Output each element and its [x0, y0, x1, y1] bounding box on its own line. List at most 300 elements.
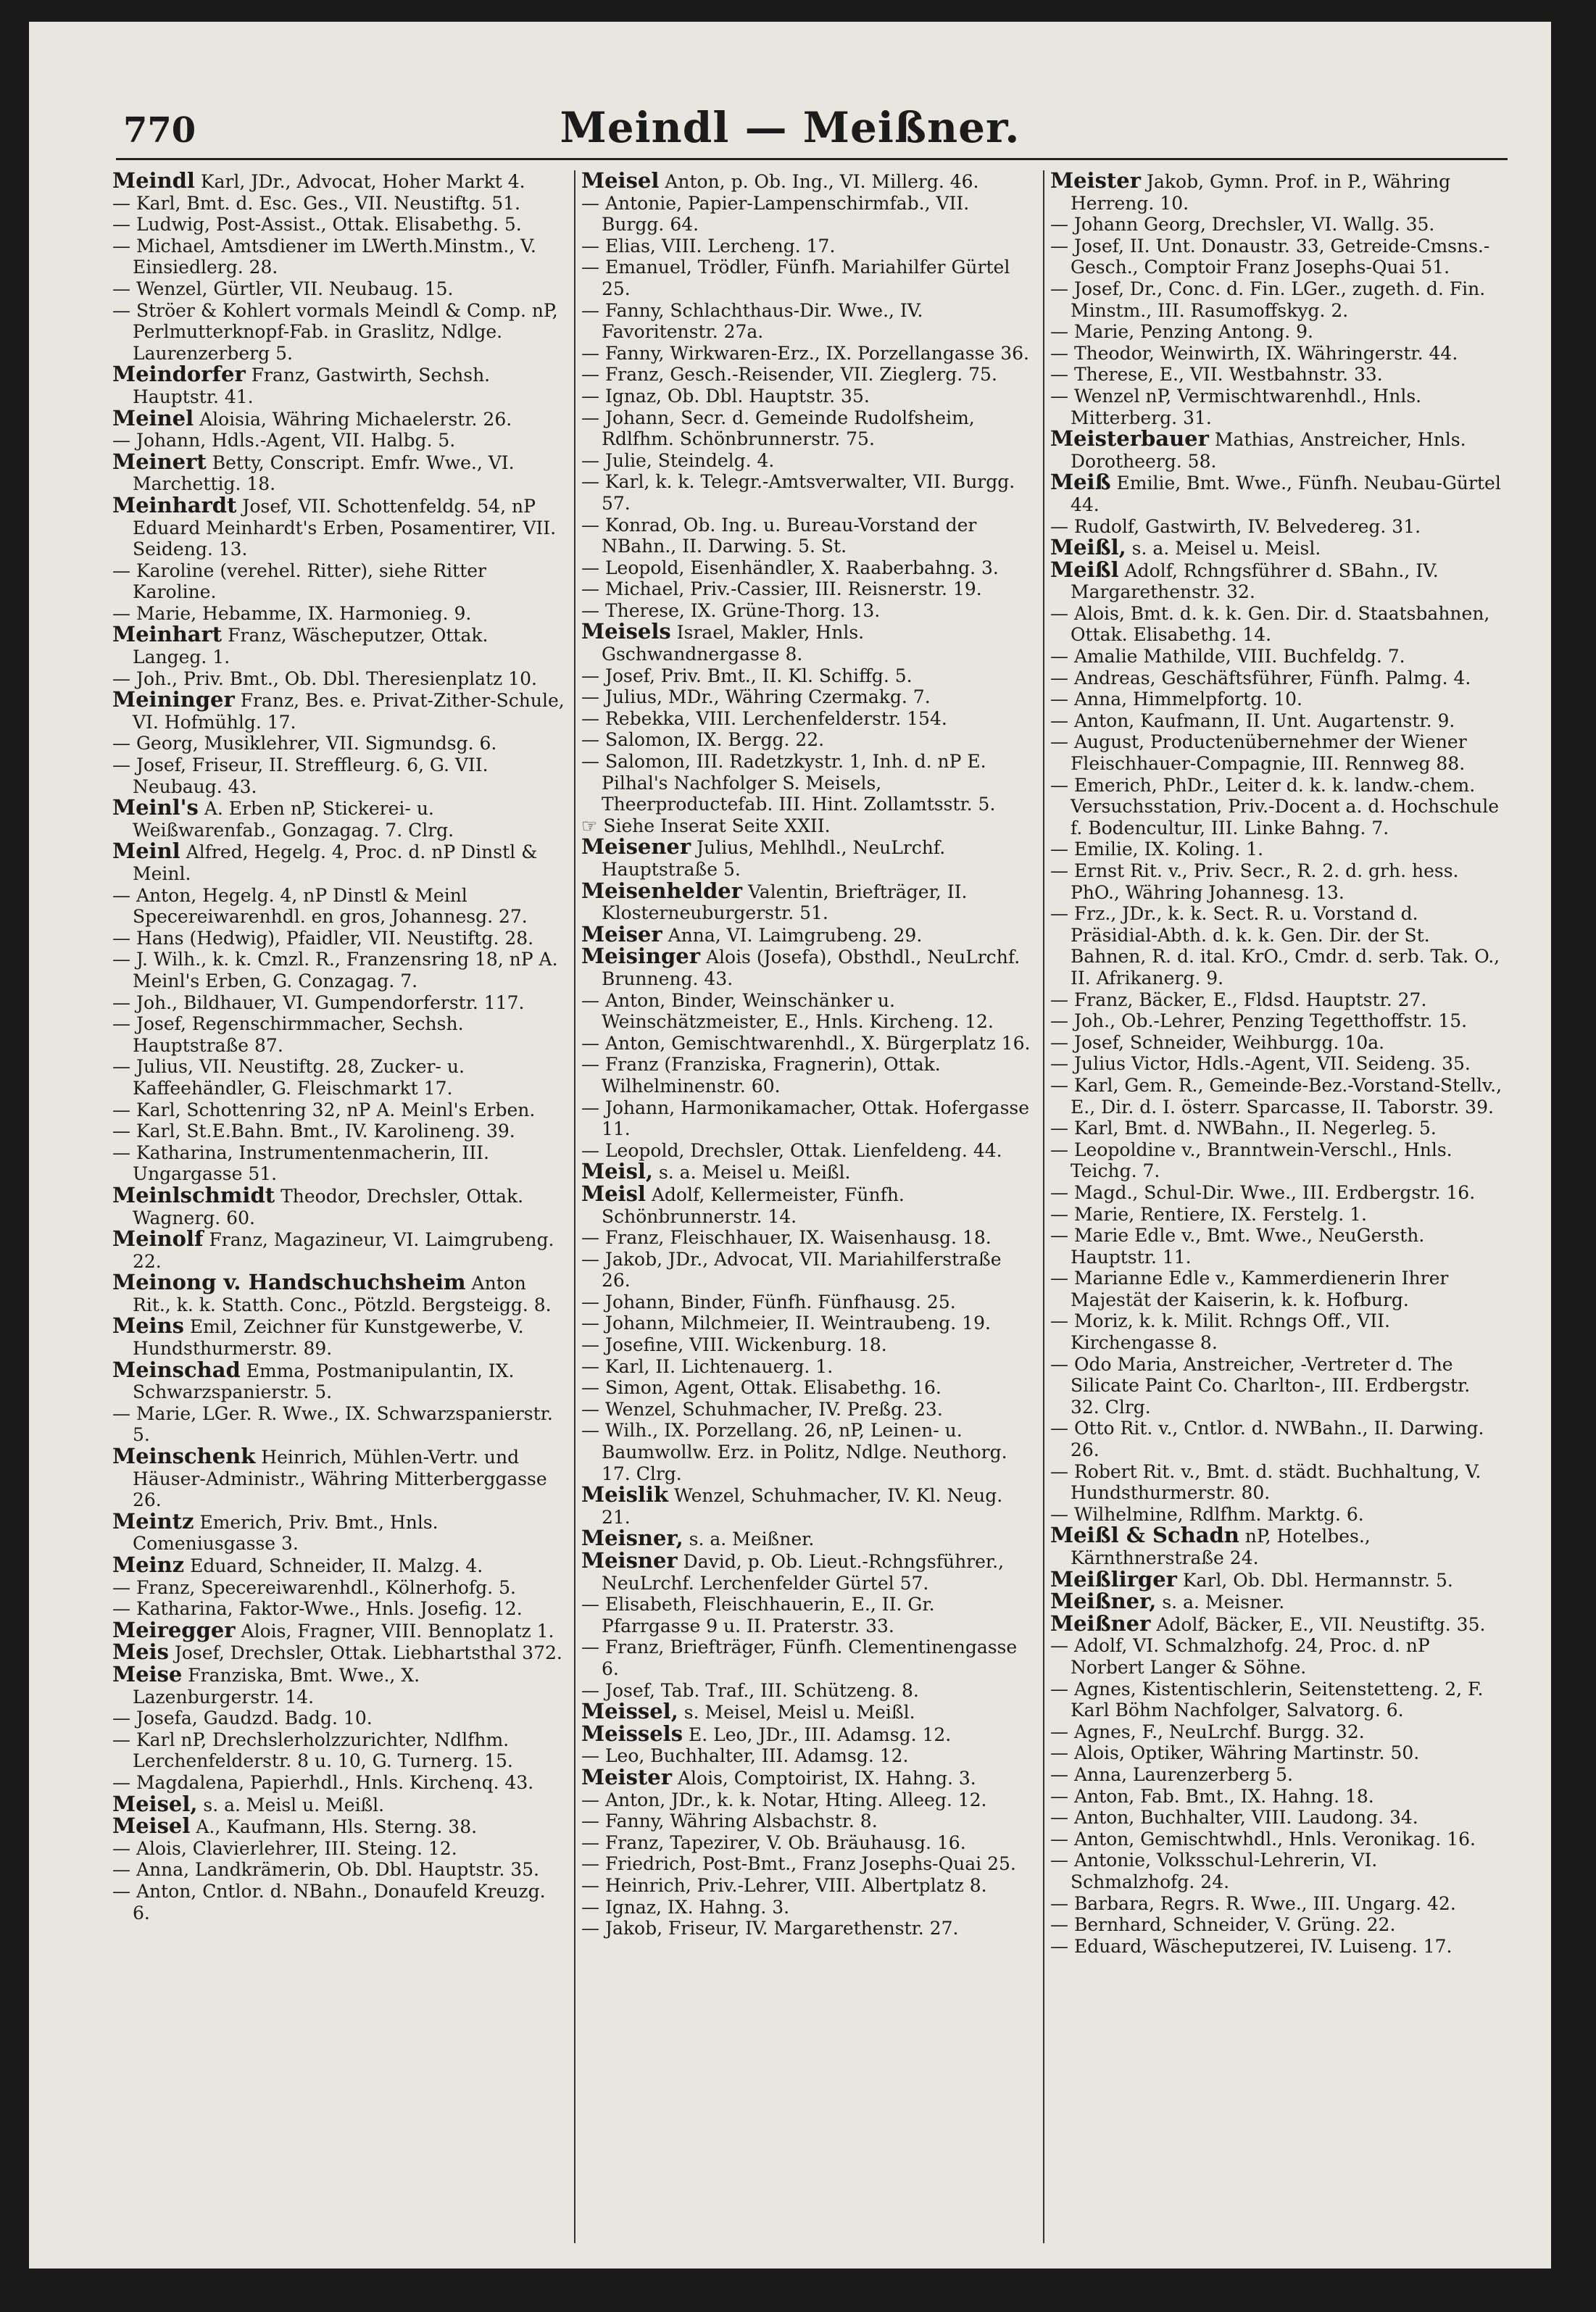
directory-entry: [1050, 1829, 1503, 1850]
directory-entry: [581, 471, 1034, 514]
entry-surname: Meindl: [112, 170, 195, 193]
entry-surname: Meisener: [581, 834, 691, 860]
entry-surname: Meisterbauer: [1050, 426, 1209, 452]
directory-entry: [581, 1292, 1034, 1313]
entry-text: — Anna, Laurenzerberg 5.: [1050, 1763, 1293, 1785]
entry-surname: Meinz: [112, 1552, 185, 1577]
entry-text: — Joh., Priv. Bmt., Ob. Dbl. Theresienplatz 10.: [112, 668, 537, 689]
entry-text: Franz, Wäscheputzer, Ottak. Langeg. 1.: [133, 625, 489, 668]
entry-surname: Meißner: [1050, 1610, 1151, 1636]
entry-text: — Anton, Fab. Bmt., IX. Hahng. 18.: [1050, 1785, 1374, 1807]
entry-surname: Meisinger: [581, 944, 701, 969]
entry-surname: Meindorfer: [112, 362, 246, 387]
directory-entry: [112, 1661, 565, 1708]
entry-text: — Karl, Schottenring 32, nP A. Meinl's Erben.: [112, 1099, 536, 1120]
entry-text: — Katharina, Faktor-Wwe., Hnls. Josefig. 12.: [112, 1598, 523, 1620]
directory-entry: [581, 621, 1034, 665]
directory-entry: [112, 214, 565, 236]
entry-text: — Anton, Gemischtwhdl., Hnls. Veronikag. 16.: [1050, 1828, 1476, 1850]
entry-text: — Karl nP, Drechslerholzzurichter, Ndlfhm. Lerchenfelderstr. 8 u. 10, G. Turnerg. 15.: [112, 1729, 513, 1772]
entry-surname: Meislik: [581, 1482, 669, 1508]
directory-entry: [1050, 364, 1503, 386]
entry-surname: Meißner,: [1050, 1589, 1157, 1614]
entry-text: ☞ Siehe Inserat Seite XXII.: [581, 815, 831, 836]
entry-text: — Johann, Binder, Fünfh. Fünfhausg. 25.: [581, 1291, 956, 1313]
entry-text: — Robert Rit. v., Bmt. d. städt. Buchhaltung, V. Hundsthurmerstr. 80.: [1050, 1460, 1481, 1504]
directory-entry: [581, 1550, 1034, 1594]
directory-entry: [581, 1875, 1034, 1897]
entry-text: s. Meisel, Meisl u. Meißl.: [678, 1702, 915, 1723]
column-divider: [1043, 170, 1044, 2243]
directory-entry: [581, 578, 1034, 600]
entry-surname: Meisel: [112, 1813, 191, 1839]
entry-text: — Konrad, Ob. Ing. u. Bureau-Vorstand der NBahn., II. Darwing. 5. St.: [581, 514, 977, 557]
directory-entry: [1050, 839, 1503, 860]
directory-entry: [112, 1772, 565, 1794]
directory-entry: [1050, 1225, 1503, 1268]
directory-entry: [581, 1637, 1034, 1679]
entry-text: Mathias, Anstreicher, Hnls. Dorotheerg. 58.: [1071, 429, 1466, 472]
directory-entry: [581, 450, 1034, 472]
entry-text: Franz, Bes. e. Privat-Zither-Schule, VI. Hofmühlg. 17.: [133, 690, 565, 733]
entry-text: — Simon, Agent, Ottak. Elisabethg. 16.: [581, 1377, 942, 1399]
entry-text: Josef, VII. Schottenfeldg. 54, nP Eduard Meinhardt's Erben, Posamentirer, VII. Seideng. 13.: [133, 495, 557, 560]
directory-entry: [1050, 689, 1503, 710]
entry-text: — Salomon, IX. Bergg. 22.: [581, 729, 825, 751]
entry-text: Emilie, Bmt. Wwe., Fünfh. Neubau-Gürtel 44.: [1071, 473, 1501, 515]
entry-text: — Karoline (verehel. Ritter), siehe Ritter Karoline.: [112, 560, 486, 603]
entry-text: — Therese, IX. Grüne-Thorg. 13.: [581, 599, 881, 621]
directory-entry: [112, 430, 565, 452]
entry-text: — Marie, LGer. R. Wwe., IX. Schwarzspanierstr. 5.: [112, 1402, 553, 1446]
entry-text: — Josef, Schneider, Weihburgg. 10a.: [1050, 1031, 1385, 1053]
directory-entry: [581, 386, 1034, 407]
directory-entry: [581, 1918, 1034, 1939]
entry-surname: Meister: [581, 1764, 673, 1789]
directory-entry: [581, 665, 1034, 687]
directory-entry: [1050, 1504, 1503, 1526]
entry-text: — Johann, Milchmeier, II. Weintraubeng. 19.: [581, 1313, 991, 1334]
directory-entry: [1050, 731, 1503, 774]
entry-text: — Antonie, Papier-Lampenschirmfab., VII. Burgg. 64.: [581, 192, 970, 236]
directory-entry: [112, 841, 565, 884]
directory-entry: [581, 300, 1034, 343]
entry-text: — Heinrich, Priv.-Lehrer, VIII. Albertplatz 8.: [581, 1874, 987, 1896]
entry-surname: Meinlschmidt: [112, 1182, 275, 1207]
directory-entry: [1050, 710, 1503, 732]
directory-entry: [581, 1528, 1034, 1550]
entry-text: — Julius, MDr., Währing Czermakg. 7.: [581, 686, 931, 708]
directory-entry: [112, 1182, 565, 1228]
entry-text: — Karl, St.E.Bahn. Bmt., IV. Karolineng. 39.: [112, 1120, 515, 1142]
entry-text: Karl, JDr., Advocat, Hoher Markt 4.: [194, 171, 525, 192]
directory-entry: [581, 193, 1034, 236]
entry-text: — Anna, Himmelpfortg. 10.: [1050, 689, 1302, 710]
entry-surname: Meinl: [112, 839, 180, 864]
directory-entry: [112, 949, 565, 991]
column-divider: [574, 170, 575, 2243]
entry-text: — Ernst Rit. v., Priv. Secr., R. 2. d. grh. hess. PhO., Währing Johannesg. 13.: [1050, 860, 1459, 903]
directory-entry: [112, 1708, 565, 1729]
entry-surname: Meisel,: [112, 1791, 198, 1816]
entry-text: — Eduard, Wäscheputzerei, IV. Luiseng. 17.: [1050, 1935, 1452, 1957]
entry-text: — Friedrich, Post-Bmt., Franz Josephs-Quai 25.: [581, 1853, 1016, 1875]
entry-surname: Meinhardt: [112, 492, 237, 517]
directory-entry: [1050, 1418, 1503, 1460]
entry-text: — Josefa, Gaudzd. Badg. 10.: [112, 1708, 373, 1729]
directory-entry: [581, 1832, 1034, 1854]
directory-entry: [1050, 1461, 1503, 1504]
entry-surname: Meinert: [112, 449, 207, 474]
entry-text: — Otto Rit. v., Cntlor. d. NWBahn., II. Darwing. 26.: [1050, 1418, 1484, 1461]
entry-text: — Ludwig, Post-Assist., Ottak. Elisabethg. 5.: [112, 214, 522, 236]
directory-entry: [581, 1097, 1034, 1140]
entry-surname: Meinolf: [112, 1226, 204, 1252]
entry-text: — Michael, Priv.-Cassier, III. Reisnerstr. 19.: [581, 578, 982, 600]
entry-text: — J. Wilh., k. k. Cmzl. R., Franzensring 18, nP A. Meinl's Erben, G. Conzagag. 7.: [112, 949, 558, 991]
directory-entry: [112, 1272, 565, 1315]
entry-text: — Jakob, JDr., Advocat, VII. Mariahilferstraße 26.: [581, 1248, 1002, 1292]
entry-surname: Meins: [112, 1313, 184, 1339]
entry-text: — Odo Maria, Anstreicher, -Vertreter d. The Silicate Paint Co. Charlton-, III. Erdbergstr. 32. Clrg.: [1050, 1353, 1471, 1418]
directory-entry: [1050, 343, 1503, 365]
entry-text: A. Erben nP, Stickerei- u. Weißwarenfab., Gonzagag. 7. Clrg.: [133, 798, 454, 841]
entry-text: — Marianne Edle v., Kammerdienerin Ihrer Majestät der Kaiserin, k. k. Hofburg.: [1050, 1268, 1449, 1310]
directory-entry: [112, 754, 565, 797]
entry-text: — Magdalena, Papierhdl., Hnls. Kirchenq. 43.: [112, 1771, 534, 1793]
page-number: 770: [123, 110, 196, 151]
entry-text: — Elisabeth, Fleischhauerin, E., II. Gr. Pfarrgasse 9 u. II. Praterstr. 33.: [581, 1594, 935, 1637]
directory-entry: [581, 815, 1034, 837]
entry-text: Franziska, Bmt. Wwe., X. Lazenburgerstr. 14.: [133, 1664, 420, 1708]
entry-text: — Franz, Gesch.-Reisender, VII. Zieglerg. 75.: [581, 364, 997, 386]
directory-entry: [112, 928, 565, 949]
entry-text: — Johann, Harmonikamacher, Ottak. Hofergasse 11.: [581, 1097, 1030, 1140]
entry-text: s. a. Meißner.: [683, 1529, 815, 1550]
directory-entry: [1050, 1310, 1503, 1353]
directory-entry: [581, 1594, 1034, 1637]
entry-text: Alois, Fragner, VIII. Bennoplatz 1.: [235, 1620, 554, 1642]
entry-surname: Meiregger: [112, 1617, 236, 1642]
directory-entry: [1050, 321, 1503, 343]
entry-text: Franz, Magazineur, VI. Laimgrubeng. 22.: [133, 1229, 554, 1272]
directory-entry: [581, 1764, 1034, 1789]
entry-surname: Meiser: [581, 921, 662, 947]
entry-text: — Katharina, Instrumentenmacherin, III. Ungargasse 51.: [112, 1142, 489, 1185]
entry-text: — Emilie, IX. Koling. 1.: [1050, 839, 1264, 860]
directory-entry: [1050, 1075, 1503, 1118]
entry-surname: Meis: [112, 1639, 169, 1665]
directory-entry: [581, 1356, 1034, 1378]
directory-entry: [581, 921, 1034, 947]
directory-entry: [581, 751, 1034, 815]
page-header: [29, 94, 1551, 159]
entry-text: s. a. Meisel u. Meißl.: [653, 1162, 851, 1184]
entry-text: — Julius Victor, Hdls.-Agent, VII. Seideng. 35.: [1050, 1053, 1471, 1075]
directory-entry: [1050, 1786, 1503, 1808]
directory-entry: [581, 515, 1034, 557]
directory-entry: [1050, 278, 1503, 321]
directory-entry: [581, 1334, 1034, 1356]
entry-text: Emil, Zeichner für Kunstgewerbe, V. Hundsthurmerstr. 89.: [133, 1316, 524, 1360]
entry-text: Alois (Josefa), Obsthdl., NeuLrchf. Brunneng. 43.: [602, 947, 1021, 989]
entry-text: — Agnes, Kistentischlerin, Seitenstetteng. 2, F. Karl Böhm Nachfolger, Salvatorg. 6.: [1050, 1678, 1484, 1721]
entry-text: — Moriz, k. k. Milit. Rchngs Off., VII. Kirchengasse 8.: [1050, 1310, 1390, 1354]
entry-surname: Meinl's: [112, 795, 199, 820]
entry-text: — Julius, VII. Neustiftg. 28, Zucker- u. Kaffeehändler, G. Fleischmarkt 17.: [112, 1056, 465, 1099]
entry-text: — Rebekka, VIII. Lerchenfelderstr. 154.: [581, 707, 947, 729]
directory-entry: [112, 1577, 565, 1599]
entry-text: — Franz, Bäcker, E., Fldsd. Hauptstr. 27.: [1050, 989, 1427, 1010]
entry-text: — Georg, Musiklehrer, VII. Sigmundsg. 6.: [112, 733, 497, 754]
directory-entry: [581, 1313, 1034, 1334]
entry-text: — Ignaz, Ob. Dbl. Hauptstr. 35.: [581, 385, 870, 407]
entry-text: Adolf, Kellermeister, Fünfh. Schönbrunnerstr. 14.: [602, 1184, 905, 1227]
entry-text: — Alois, Optiker, Währing Martinstr. 50.: [1050, 1742, 1420, 1764]
entry-surname: Meissels: [581, 1721, 683, 1746]
directory-entry: [112, 1729, 565, 1772]
entry-text: — Leopold, Drechsler, Ottak. Lienfeldeng. 44.: [581, 1139, 1002, 1161]
directory-entry: [581, 1680, 1034, 1702]
entry-text: — Franz, Briefträger, Fünfh. Clementinengasse 6.: [581, 1637, 1018, 1679]
directory-entry: [1050, 386, 1503, 428]
directory-entry: [112, 1508, 565, 1555]
directory-entry: [581, 1033, 1034, 1055]
directory-entry: [581, 708, 1034, 730]
entry-text: — Alois, Clavierlehrer, III. Steing. 12.: [112, 1837, 457, 1859]
entry-text: — Franz, Tapezirer, V. Ob. Bräuhausg. 16.: [581, 1831, 966, 1853]
entry-text: — Frz., JDr., k. k. Sect. R. u. Vorstand d. Präsidial-Abth. d. k. k. Gen. Dir. der St. Bahnen, R. d. ital. KrO., Cmdr. d. serb. Tak. O., II. Afrikanerg. 9.: [1050, 903, 1500, 989]
entry-surname: Meintz: [112, 1508, 194, 1534]
directory-entry: [1050, 516, 1503, 538]
entry-text: Anna, VI. Laimgrubeng. 29.: [662, 924, 923, 946]
directory-entry: [112, 1120, 565, 1142]
directory-entry: [581, 729, 1034, 751]
entry-surname: Meister: [1050, 170, 1142, 193]
entry-text: Anton Rit., k. k. Statth. Conc., Pötzld. Bergsteigg. 8.: [133, 1273, 552, 1315]
entry-surname: Meiß: [1050, 470, 1111, 495]
directory-entry: [112, 1617, 565, 1642]
directory-entry: [581, 364, 1034, 386]
directory-entry: [1050, 775, 1503, 839]
directory-page: [29, 22, 1551, 2269]
directory-entry: [112, 733, 565, 754]
directory-entry: [581, 990, 1034, 1033]
entry-text: — Franz, Fleischhauer, IX. Waisenhausg. 18.: [581, 1227, 992, 1249]
entry-text: — Wilh., IX. Porzellang. 26, nP, Leinen- u. Baumwollw. Erz. in Politz, Ndlge. Neuthorg. 17. Clrg.: [581, 1420, 1007, 1484]
entry-text: — Fanny, Wirkwaren-Erz., IX. Porzellangasse 36.: [581, 342, 1029, 364]
entry-text: — Amalie Mathilde, VIII. Buchfeldg. 7.: [1050, 646, 1405, 668]
entry-text: s. a. Meisner.: [1156, 1592, 1285, 1613]
directory-entry: [112, 1056, 565, 1099]
directory-entry: [112, 300, 565, 365]
entry-text: — Anton, Gemischtwarenhdl., X. Bürgerplatz 16.: [581, 1032, 1031, 1054]
entry-text: — Magd., Schul-Dir. Wwe., III. Erdbergstr. 16.: [1050, 1181, 1476, 1203]
entry-text: Julius, Mehlhdl., NeuLrchf. Hauptstraße 5.: [602, 837, 946, 880]
entry-text: — Marie, Rentiere, IX. Ferstelg. 1.: [1050, 1203, 1367, 1225]
entry-text: — Emanuel, Trödler, Fünfh. Mariahilfer Gürtel 25.: [581, 257, 1010, 299]
entry-text: — Leopold, Eisenhändler, X. Raaberbahng. 3.: [581, 557, 999, 578]
directory-entry: [1050, 989, 1503, 1011]
directory-entry: [581, 836, 1034, 880]
entry-text: — Hans (Hedwig), Pfaidler, VII. Neustiftg. 28.: [112, 927, 534, 949]
directory-entry: [1050, 537, 1503, 560]
entry-text: — Anton, Kaufmann, II. Unt. Augartenstr. 9.: [1050, 710, 1455, 731]
directory-entry: [1050, 1354, 1503, 1418]
entry-text: Israel, Makler, Hnls. Gschwandnergasse 8.: [602, 622, 865, 665]
column-3: [1050, 170, 1503, 2250]
directory-entry: [581, 1789, 1034, 1811]
entry-text: — Marie Edle v., Bmt. Wwe., NeuGersth. Hauptstr. 11.: [1050, 1225, 1425, 1268]
directory-entry: [112, 1228, 565, 1272]
entry-surname: Meißl & Schadn: [1050, 1523, 1239, 1548]
directory-entry: [581, 600, 1034, 622]
directory-entry: [581, 257, 1034, 299]
directory-entry: [112, 624, 565, 668]
entry-text: — Jakob, Friseur, IV. Margarethenstr. 27.: [581, 1918, 959, 1939]
directory-entry: [1050, 1010, 1503, 1032]
directory-entry: [581, 1810, 1034, 1832]
entry-text: — Bernhard, Schneider, V. Grüng. 22.: [1050, 1914, 1396, 1936]
column-2: [581, 170, 1034, 2250]
directory-entry: [1050, 860, 1503, 903]
entry-text: Adolf, Bäcker, E., VII. Neustiftg. 35.: [1150, 1613, 1486, 1635]
directory-entry: [112, 1813, 565, 1839]
entry-text: Jakob, Gymn. Prof. in P., Währing Herreng. 10.: [1071, 171, 1451, 214]
entry-text: Wenzel, Schuhmacher, IV. Kl. Neug. 21.: [602, 1485, 1003, 1528]
entry-text: — Barbara, Regrs. R. Wwe., III. Ungarg. 42.: [1050, 1892, 1456, 1914]
entry-text: Theodor, Drechsler, Ottak. Wagnerg. 60.: [133, 1185, 524, 1228]
entry-text: — Johann Georg, Drechsler, VI. Wallg. 35.: [1050, 214, 1435, 236]
entry-text: — Josef, Friseur, II. Streffleurg. 6, G. VII. Neubaug. 43.: [112, 754, 489, 797]
directory-entry: [112, 1552, 565, 1577]
directory-entry: [581, 1853, 1034, 1875]
entry-text: s. a. Meisel u. Meisl.: [1126, 538, 1321, 560]
directory-entry: [581, 1161, 1034, 1184]
entry-text: — Wenzel, Schuhmacher, IV. Preßg. 23.: [581, 1398, 943, 1420]
directory-entry: [112, 236, 565, 278]
entry-text: Betty, Conscript. Emfr. Wwe., VI. Marchettig. 18.: [133, 452, 515, 495]
directory-entry: [581, 1377, 1034, 1399]
entry-text: — Alois, Bmt. d. k. k. Gen. Dir. d. Staatsbahnen, Ottak. Elisabethg. 14.: [1050, 602, 1490, 646]
directory-entry: [581, 1181, 1034, 1227]
entry-surname: Meinschad: [112, 1357, 241, 1382]
directory-entry: [1050, 1635, 1503, 1678]
directory-entry: [581, 686, 1034, 708]
entry-text: — Johann, Hdls.-Agent, VII. Halbg. 5.: [112, 430, 456, 452]
directory-entry: [112, 992, 565, 1014]
entry-text: Eduard, Schneider, II. Malzg. 4.: [184, 1555, 483, 1576]
directory-entry: [112, 668, 565, 690]
entry-surname: Meißlirger: [1050, 1566, 1177, 1592]
directory-entry: [112, 1013, 565, 1056]
entry-text: — Wilhelmine, Rdlfhm. Marktg. 6.: [1050, 1503, 1364, 1525]
directory-entry: [1050, 1679, 1503, 1721]
entry-text: nP, Hotelbes., Kärnthnerstraße 24.: [1071, 1526, 1371, 1568]
directory-entry: [581, 1227, 1034, 1249]
directory-entry: [112, 689, 565, 733]
entry-surname: Meinong v. Handschuchsheim: [112, 1270, 466, 1295]
directory-entry: [112, 1315, 565, 1359]
directory-entry: [1050, 1525, 1503, 1568]
entry-text: — Julie, Steindelg. 4.: [581, 449, 775, 471]
directory-entry: [112, 1403, 565, 1446]
directory-entry: [112, 364, 565, 407]
entry-text: — Agnes, F., NeuLrchf. Burgg. 32.: [1050, 1721, 1365, 1742]
entry-text: — Josef, II. Unt. Donaustr. 33, Getreide-Cmsns.-Gesch., Comptoir Franz Josephs-Quai 51.: [1050, 235, 1490, 278]
entry-text: — Therese, E., VII. Westbahnstr. 33.: [1050, 364, 1383, 386]
entry-text: s. a. Meisl u. Meißl.: [197, 1794, 385, 1816]
entry-surname: Meisels: [581, 619, 671, 644]
directory-entry: [1050, 603, 1503, 646]
entry-text: Valentin, Briefträger, II. Klosterneuburgerstr. 51.: [602, 881, 968, 924]
directory-entry: [1050, 1566, 1503, 1592]
directory-entry: [1050, 1610, 1503, 1636]
directory-entry: [581, 1897, 1034, 1918]
directory-entry: [112, 1598, 565, 1620]
directory-entry: [1050, 236, 1503, 278]
directory-entry: [1050, 1182, 1503, 1204]
entry-text: — Josef, Priv. Bmt., II. Kl. Schiffg. 5.: [581, 665, 913, 686]
directory-entry: [112, 1639, 565, 1665]
entry-text: Emerich, Priv. Bmt., Hnls. Comeniusgasse 3.: [133, 1511, 439, 1555]
entry-text: — Ströer & Kohlert vormals Meindl & Comp. nP, Perlmutterknopf-Fab. in Graslitz, Ndlge. Laurenzerberg 5.: [112, 299, 558, 364]
directory-entry: [112, 1881, 565, 1924]
entry-text: Emma, Postmanipulantin, IX. Schwarzspanierstr. 5.: [133, 1360, 515, 1403]
entry-text: — Karl, Gem. R., Gemeinde-Bez.-Vorstand-Stellv., E., Dir. d. I. österr. Sparcasse, II. Taborstr. 39.: [1050, 1074, 1503, 1118]
directory-entry: [1050, 428, 1503, 472]
entry-surname: Meisel: [581, 170, 660, 193]
directory-entry: [112, 193, 565, 215]
entry-text: Heinrich, Mühlen-Vertr. und Häuser-Administr., Währing Mitterberggasse 26.: [133, 1447, 547, 1511]
directory-entry: [1050, 557, 1503, 603]
entry-text: — August, Productenübernehmer der Wiener Fleischhauer-Compagnie, III. Rennweg 88.: [1050, 731, 1467, 775]
directory-entry: [1050, 472, 1503, 515]
entry-text: A., Kaufmann, Hls. Sterng. 38.: [190, 1816, 478, 1838]
entry-text: — Rudolf, Gastwirth, IV. Belvedereg. 31.: [1050, 515, 1421, 537]
directory-entry: [112, 1357, 565, 1403]
directory-entry: [1050, 1914, 1503, 1936]
entry-text: — Adolf, VI. Schmalzhofg. 24, Proc. d. nP Norbert Langer & Söhne.: [1050, 1635, 1430, 1678]
entry-surname: Meissel,: [581, 1699, 678, 1724]
entry-surname: Meisl: [581, 1181, 646, 1206]
entry-text: — Johann, Secr. d. Gemeinde Rudolfsheim, Rdlfhm. Schönbrunnerstr. 75.: [581, 407, 975, 450]
entry-surname: Meinschenk: [112, 1444, 256, 1469]
entry-surname: Meinel: [112, 405, 194, 431]
directory-entry: [581, 557, 1034, 579]
running-title: Meindl — Meißner.: [560, 103, 1021, 152]
directory-entry: [112, 170, 565, 193]
entry-text: — Theodor, Weinwirth, IX. Währingerstr. 44.: [1050, 342, 1458, 364]
directory-entry: [112, 885, 565, 928]
directory-entry: [1050, 1807, 1503, 1829]
entry-text: — Karl, Bmt. d. Esc. Ges., VII. Neustiftg. 51.: [112, 192, 520, 214]
directory-entry: [112, 1859, 565, 1881]
directory-entry: [112, 1446, 565, 1511]
entry-text: — Andreas, Geschäftsführer, Fünfh. Palmg. 4.: [1050, 667, 1471, 689]
entry-text: — Karl, Bmt. d. NWBahn., II. Negerleg. 5.: [1050, 1118, 1437, 1139]
directory-entry: [581, 1140, 1034, 1162]
directory-entry: [1050, 1764, 1503, 1786]
directory-entry: [112, 1838, 565, 1860]
directory-entry: [1050, 1032, 1503, 1054]
entry-text: — Joh., Bildhauer, VI. Gumpendorferstr. 117.: [112, 991, 525, 1013]
directory-entry: [581, 170, 1034, 193]
directory-entry: [1050, 1053, 1503, 1075]
entry-text: — Antonie, Volksschul-Lehrerin, VI. Schmalzhofg. 24.: [1050, 1850, 1378, 1892]
entry-text: — Anton, Binder, Weinschänker u. Weinschätzmeister, E., Hnls. Kircheng. 12.: [581, 989, 994, 1033]
entry-text: — Josefine, VIII. Wickenburg. 18.: [581, 1334, 887, 1356]
